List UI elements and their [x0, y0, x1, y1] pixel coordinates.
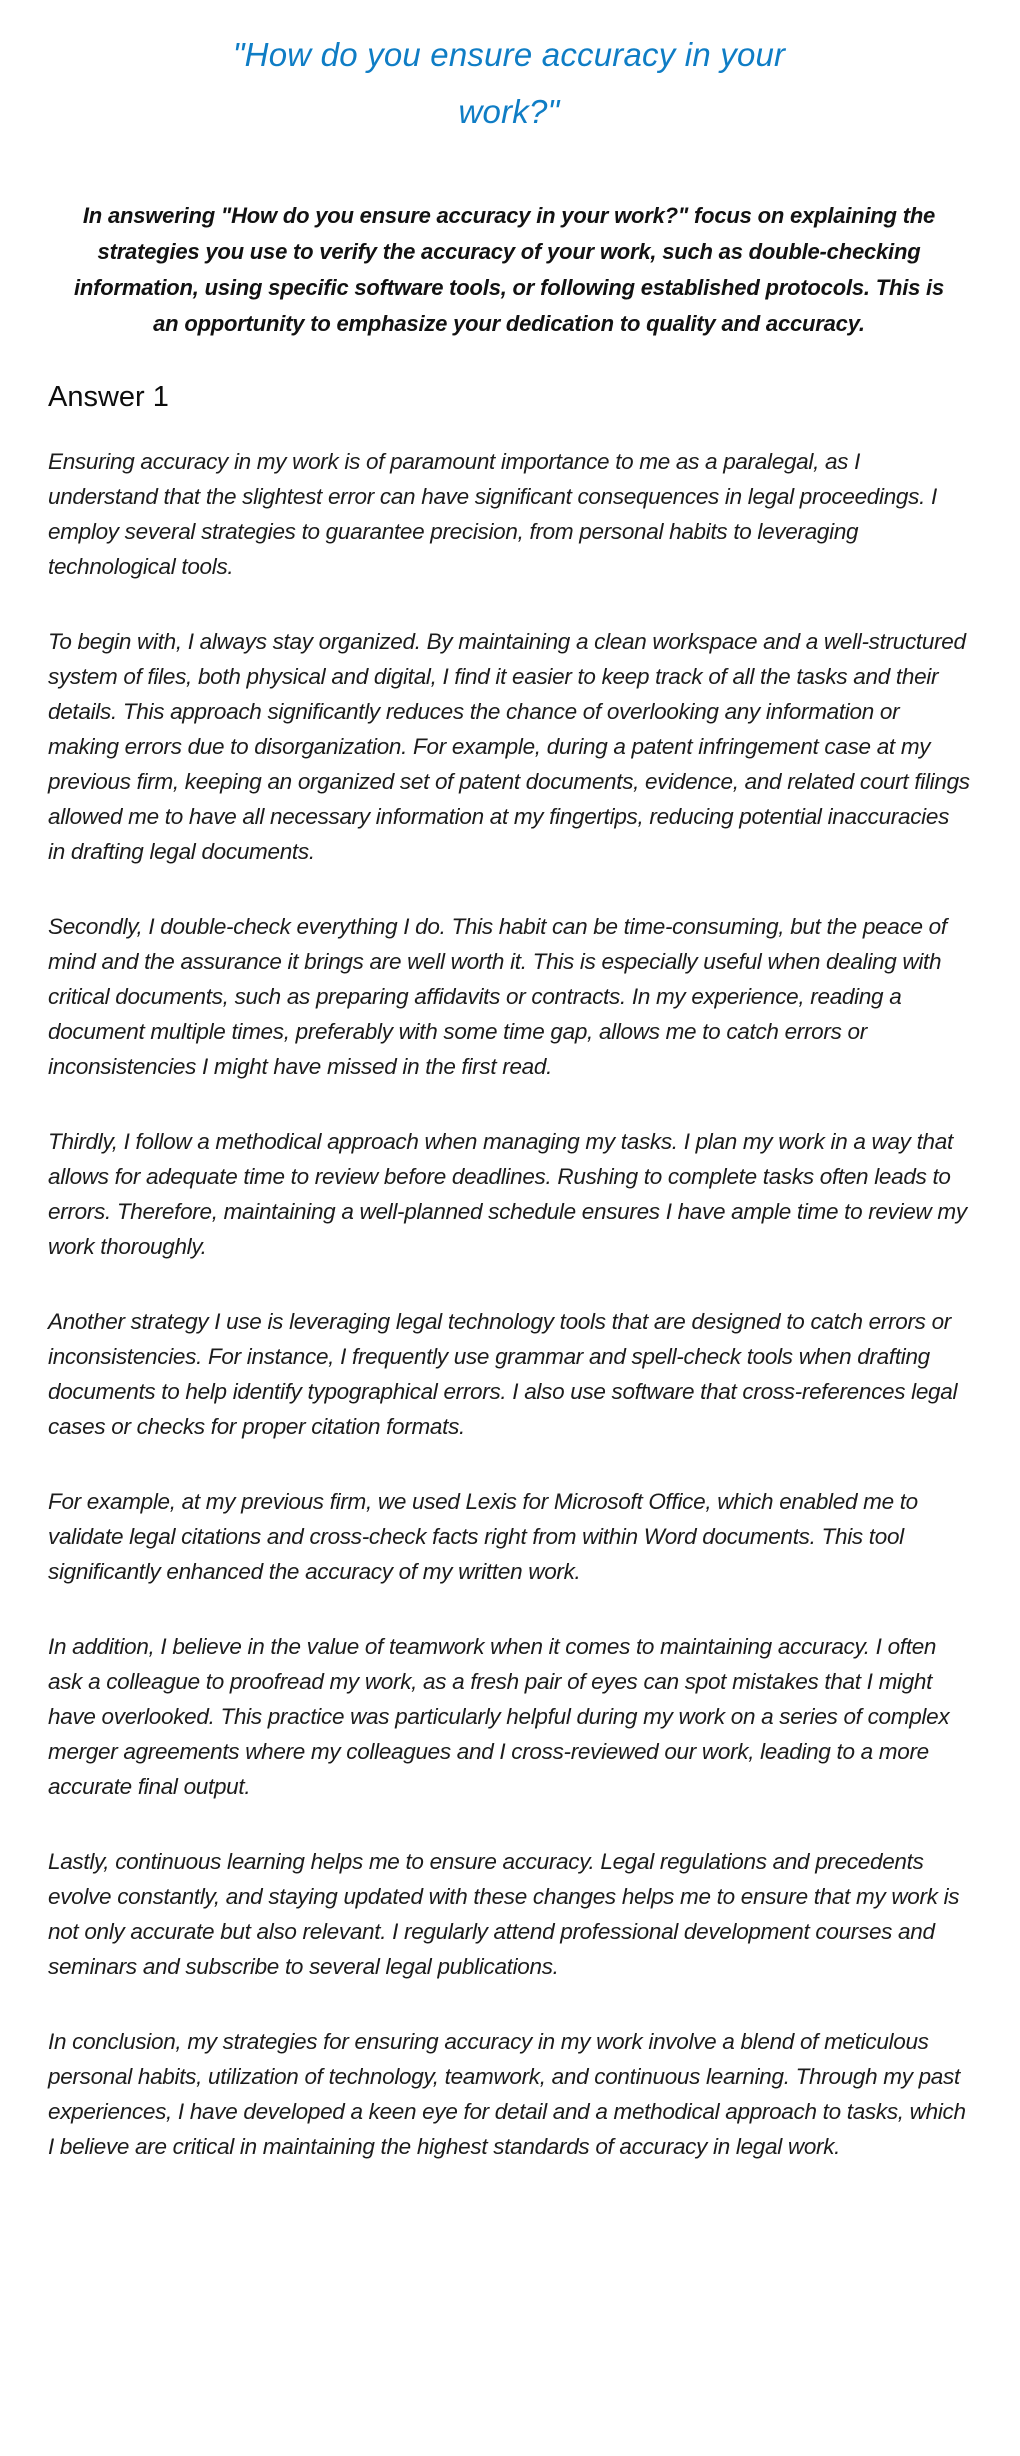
answer-paragraph-5: Another strategy I use is leveraging legal technology tools that are designed to catch errors or inconsistencies. For instance, I frequently use grammar and spell-check tools when drafting documents to help identify typographical errors. I also use software that cross-references legal cases or checks for proper citation formats.	[48, 1309, 958, 1439]
answer-paragraph-1: Ensuring accuracy in my work is of paramount importance to me as a paralegal, as I understand that the slightest error can have significant consequences in legal proceedings. I employ several strategies to guarantee precision, from personal habits to leveraging technological tools.	[48, 449, 937, 579]
answer-heading: Answer 1	[48, 381, 169, 413]
answer-paragraph-7: In addition, I believe in the value of teamwork when it comes to maintaining accuracy. I often ask a colleague to proofread my work, as a fresh pair of eyes can spot mistakes that I might have overlooked. This practice was particularly helpful during my work on a series of complex merger agreements where my colleagues and I cross-reviewed our work, leading to a more accurate final output.	[48, 1634, 950, 1799]
answer-paragraph-3: Secondly, I double-check everything I do. This habit can be time-consuming, but the peace of mind and the assurance it brings are well worth it. This is especially useful when dealing with critical documents, such as preparing affidavits or contracts. In my experience, reading a document multiple times, preferably with some time gap, allows me to catch errors or inconsistencies I might have missed in the first read.	[48, 914, 947, 1079]
answer-paragraph-4: Thirdly, I follow a methodical approach when managing my tasks. I plan my work in a way that allows for adequate time to review before deadlines. Rushing to complete tasks often leads to errors. Therefore, maintaining a well-planned schedule ensures I have ample time to review my work thoroughly.	[48, 1129, 967, 1259]
answer-paragraph-6: For example, at my previous firm, we used Lexis for Microsoft Office, which enabled me to validate legal citations and cross-check facts right from within Word documents. This tool significantly enhanced the accuracy of my written work.	[48, 1489, 918, 1584]
answer-paragraph-2: To begin with, I always stay organized. By maintaining a clean workspace and a well-structured system of files, both physical and digital, I find it easier to keep track of all the tasks and their details. This approach significantly reduces the chance of overlooking any information or making errors due to disorganization. For example, during a patent infringement case at my previous firm, keeping an organized set of patent documents, evidence, and related court filings allowed me to have all necessary information at my fingertips, reducing potential inaccuracies in drafting legal documents.	[48, 629, 970, 864]
answer-paragraph-9: In conclusion, my strategies for ensuring accuracy in my work involve a blend of meticulous personal habits, utilization of technology, teamwork, and continuous learning. Through my past experiences, I have developed a keen eye for detail and a methodical approach to tasks, which I believe are critical in maintaining the highest standards of accuracy in legal work.	[48, 2029, 966, 2159]
intro-paragraph: In answering "How do you ensure accuracy in your work?" focus on explaining the strategies you use to verify the accuracy of your work, such as double-checking information, using specific software tools, or following established protocols. This is an opportunity to emphasize your dedication to quality and accuracy.	[73, 203, 945, 336]
answer-paragraph-8: Lastly, continuous learning helps me to ensure accuracy. Legal regulations and precedents evolve constantly, and staying updated with these changes helps me to ensure that my work is not only accurate but also relevant. I regularly attend professional development courses and seminars and subscribe to several legal publications.	[48, 1849, 960, 1979]
page-title: "How do you ensure accuracy in your work?"	[232, 36, 786, 130]
